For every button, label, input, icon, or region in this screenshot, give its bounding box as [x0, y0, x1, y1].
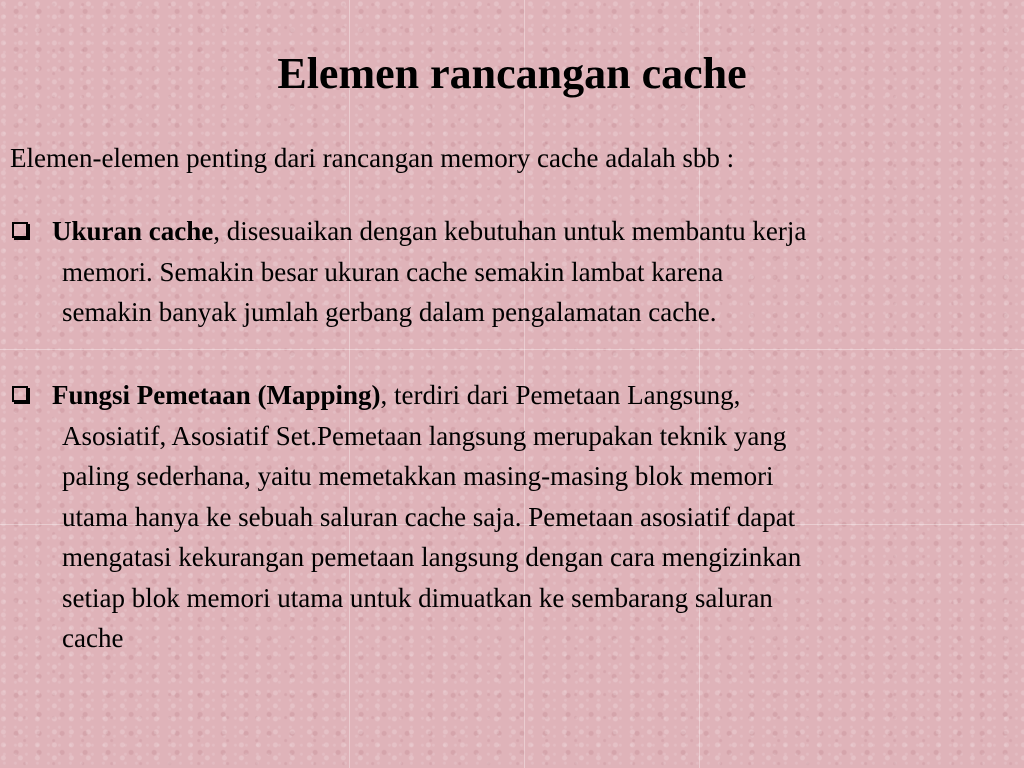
- checkbox-square-icon: [12, 222, 28, 238]
- bullet-text: Asosiatif, Asosiatif Set.Pemetaan langsung merupakan teknik yang: [62, 420, 787, 451]
- bullet-fungsi-pemetaan: [12, 375, 1012, 659]
- bullet-first-line: [12, 375, 1012, 416]
- bullet-text: , disesuaikan dengan kebutuhan untuk membantu kerja: [213, 216, 807, 246]
- bullet-text: paling sederhana, yaitu memetakkan masing-masing blok memori: [62, 461, 774, 491]
- bullet-text: , terdiri dari Pemetaan Langsung,: [380, 380, 741, 410]
- bullet-term: Ukuran cache: [52, 216, 214, 246]
- bullet-text: semakin banyak jumlah gerbang dalam pengalamatan cache.: [62, 297, 717, 327]
- checkbox-square-icon: [12, 386, 28, 402]
- texture-seam: [0, 349, 1024, 350]
- bullet-text: memori. Semakin besar ukuran cache semakin lambat karena: [62, 256, 724, 287]
- bullet-text: mengatasi kekurangan pemetaan langsung dengan cara mengizinkan: [62, 542, 802, 572]
- bullet-text: cache: [62, 623, 124, 653]
- slide-title: Elemen rancangan cache: [277, 49, 747, 98]
- bullet-ukuran-cache: [12, 211, 1012, 333]
- bullet-text: setiap blok memori utama untuk dimuatkan ke sembarang saluran: [62, 582, 773, 613]
- bullet-first-line: [12, 211, 1012, 252]
- bullet-term: Fungsi Pemetaan (Mapping): [52, 380, 381, 410]
- bullet-text: utama hanya ke sebuah saluran cache saja. Pemetaan asosiatif dapat: [62, 501, 796, 532]
- intro-text: Elemen-elemen penting dari rancangan memory cache adalah sbb :: [10, 143, 735, 173]
